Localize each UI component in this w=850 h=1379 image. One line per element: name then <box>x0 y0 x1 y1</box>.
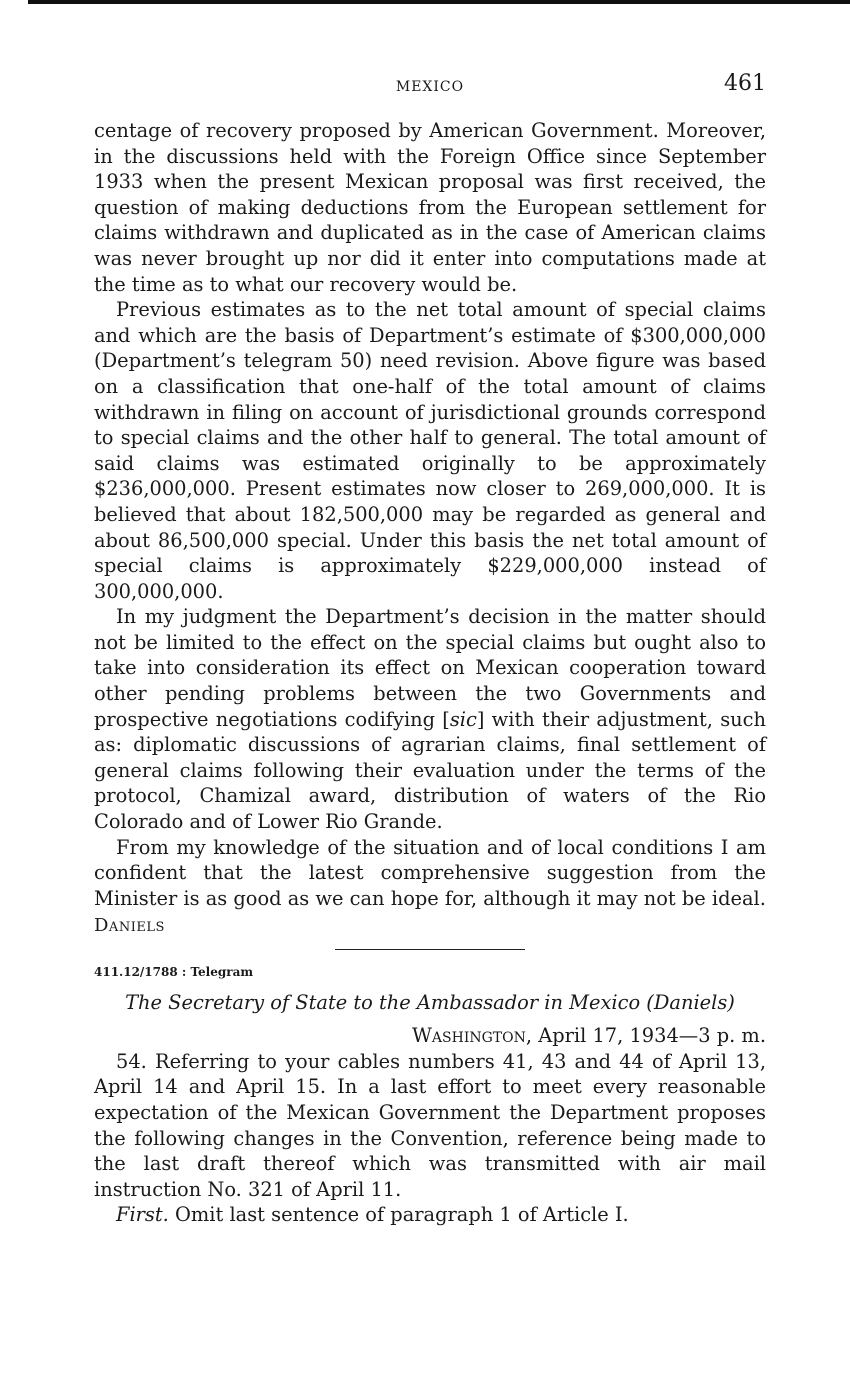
paragraph-judgment <box>94 604 766 834</box>
signature-daniels: Daniels <box>94 915 165 937</box>
judgment-text-end: ] with their adjustment, such as: diplomatic discussions of agrarian claims, final settlement of general claims following their evaluation under the terms of the protocol, Chamizal award, distribution of waters of the Rio Colorado and of Lower Rio Grande. <box>94 707 766 834</box>
dateline-date: , April 17, 1934—3 p. m. <box>525 1024 766 1048</box>
paragraph-telegram-54: 54. Referring to your cables numbers 41, 43 and 44 of April 13, April 14 and April 15. In a last effort to meet every reasonable expectation of the Mexican Government the Department proposes the following changes in the Convention, reference being made to the last draft thereof which was transmitted with air mail instruction No. 321 of April 11. <box>94 1049 766 1201</box>
heading-close: ) <box>727 990 735 1014</box>
section-divider <box>335 949 525 950</box>
first-change-text: Omit last sentence of paragraph 1 of Article I. <box>168 1203 629 1227</box>
first-label: First. <box>116 1203 169 1227</box>
running-title: MEXICO <box>395 79 465 95</box>
file-reference: 411.12/1788 : Telegram <box>94 965 254 979</box>
heading-text: The Secretary of State to the Ambassador in Mexico ( <box>125 990 654 1014</box>
running-head <box>94 71 766 99</box>
heading-name: Daniels <box>653 990 728 1014</box>
paragraph-knowledge: From my knowledge of the situation and of local conditions I am confident that the latest comprehensive suggestion from the Minister is as good as we can hope for, although it may not be ideal. <box>94 835 766 910</box>
judgment-text-start: In my judgment the Department’s decision in the matter should not be limited to the effect on the special claims but ought also to take into consideration its effect on Mexican cooperation toward other pending problems between the two Governments and prospective negotiations codifying [ <box>94 605 766 731</box>
dateline <box>94 1023 766 1049</box>
page-number: 461 <box>724 71 766 96</box>
sic-note: sic <box>449 707 477 731</box>
paragraph-first-change <box>94 1202 766 1228</box>
dateline-place: Washington <box>412 1024 526 1048</box>
document-heading <box>94 990 766 1016</box>
body-text <box>94 118 766 1228</box>
paragraph-estimates: Previous estimates as to the net total amount of special claims and which are the basis of Department’s estimate of $300,000,000 (Department’s telegram 50) need revision. Above figure was based on a classification that one-half of the total amount of claims withdrawn in filing on account of jurisdictional grounds correspond to special claims and the other half to general. The total amount of said claims was estimated originally to be approximately $236,000,000. Present estimates now closer to 269,000,000. It is believed that about 182,500,000 may be regarded as general and about 86,500,000 special. Under this basis the net total amount of special claims is approximately $229,000,000 instead of 300,000,000. <box>94 298 766 603</box>
top-edge-rule <box>28 0 850 4</box>
paragraph-continuation: centage of recovery proposed by American Government. Moreover, in the discussions held with the Foreign Office since September 1933 when the present Mexican proposal was first received, the question of making deductions from the European settlement for claims withdrawn and duplicated as in the case of American claims was never brought up nor did it enter into computations made at the time as to what our recovery would be. <box>94 119 766 296</box>
